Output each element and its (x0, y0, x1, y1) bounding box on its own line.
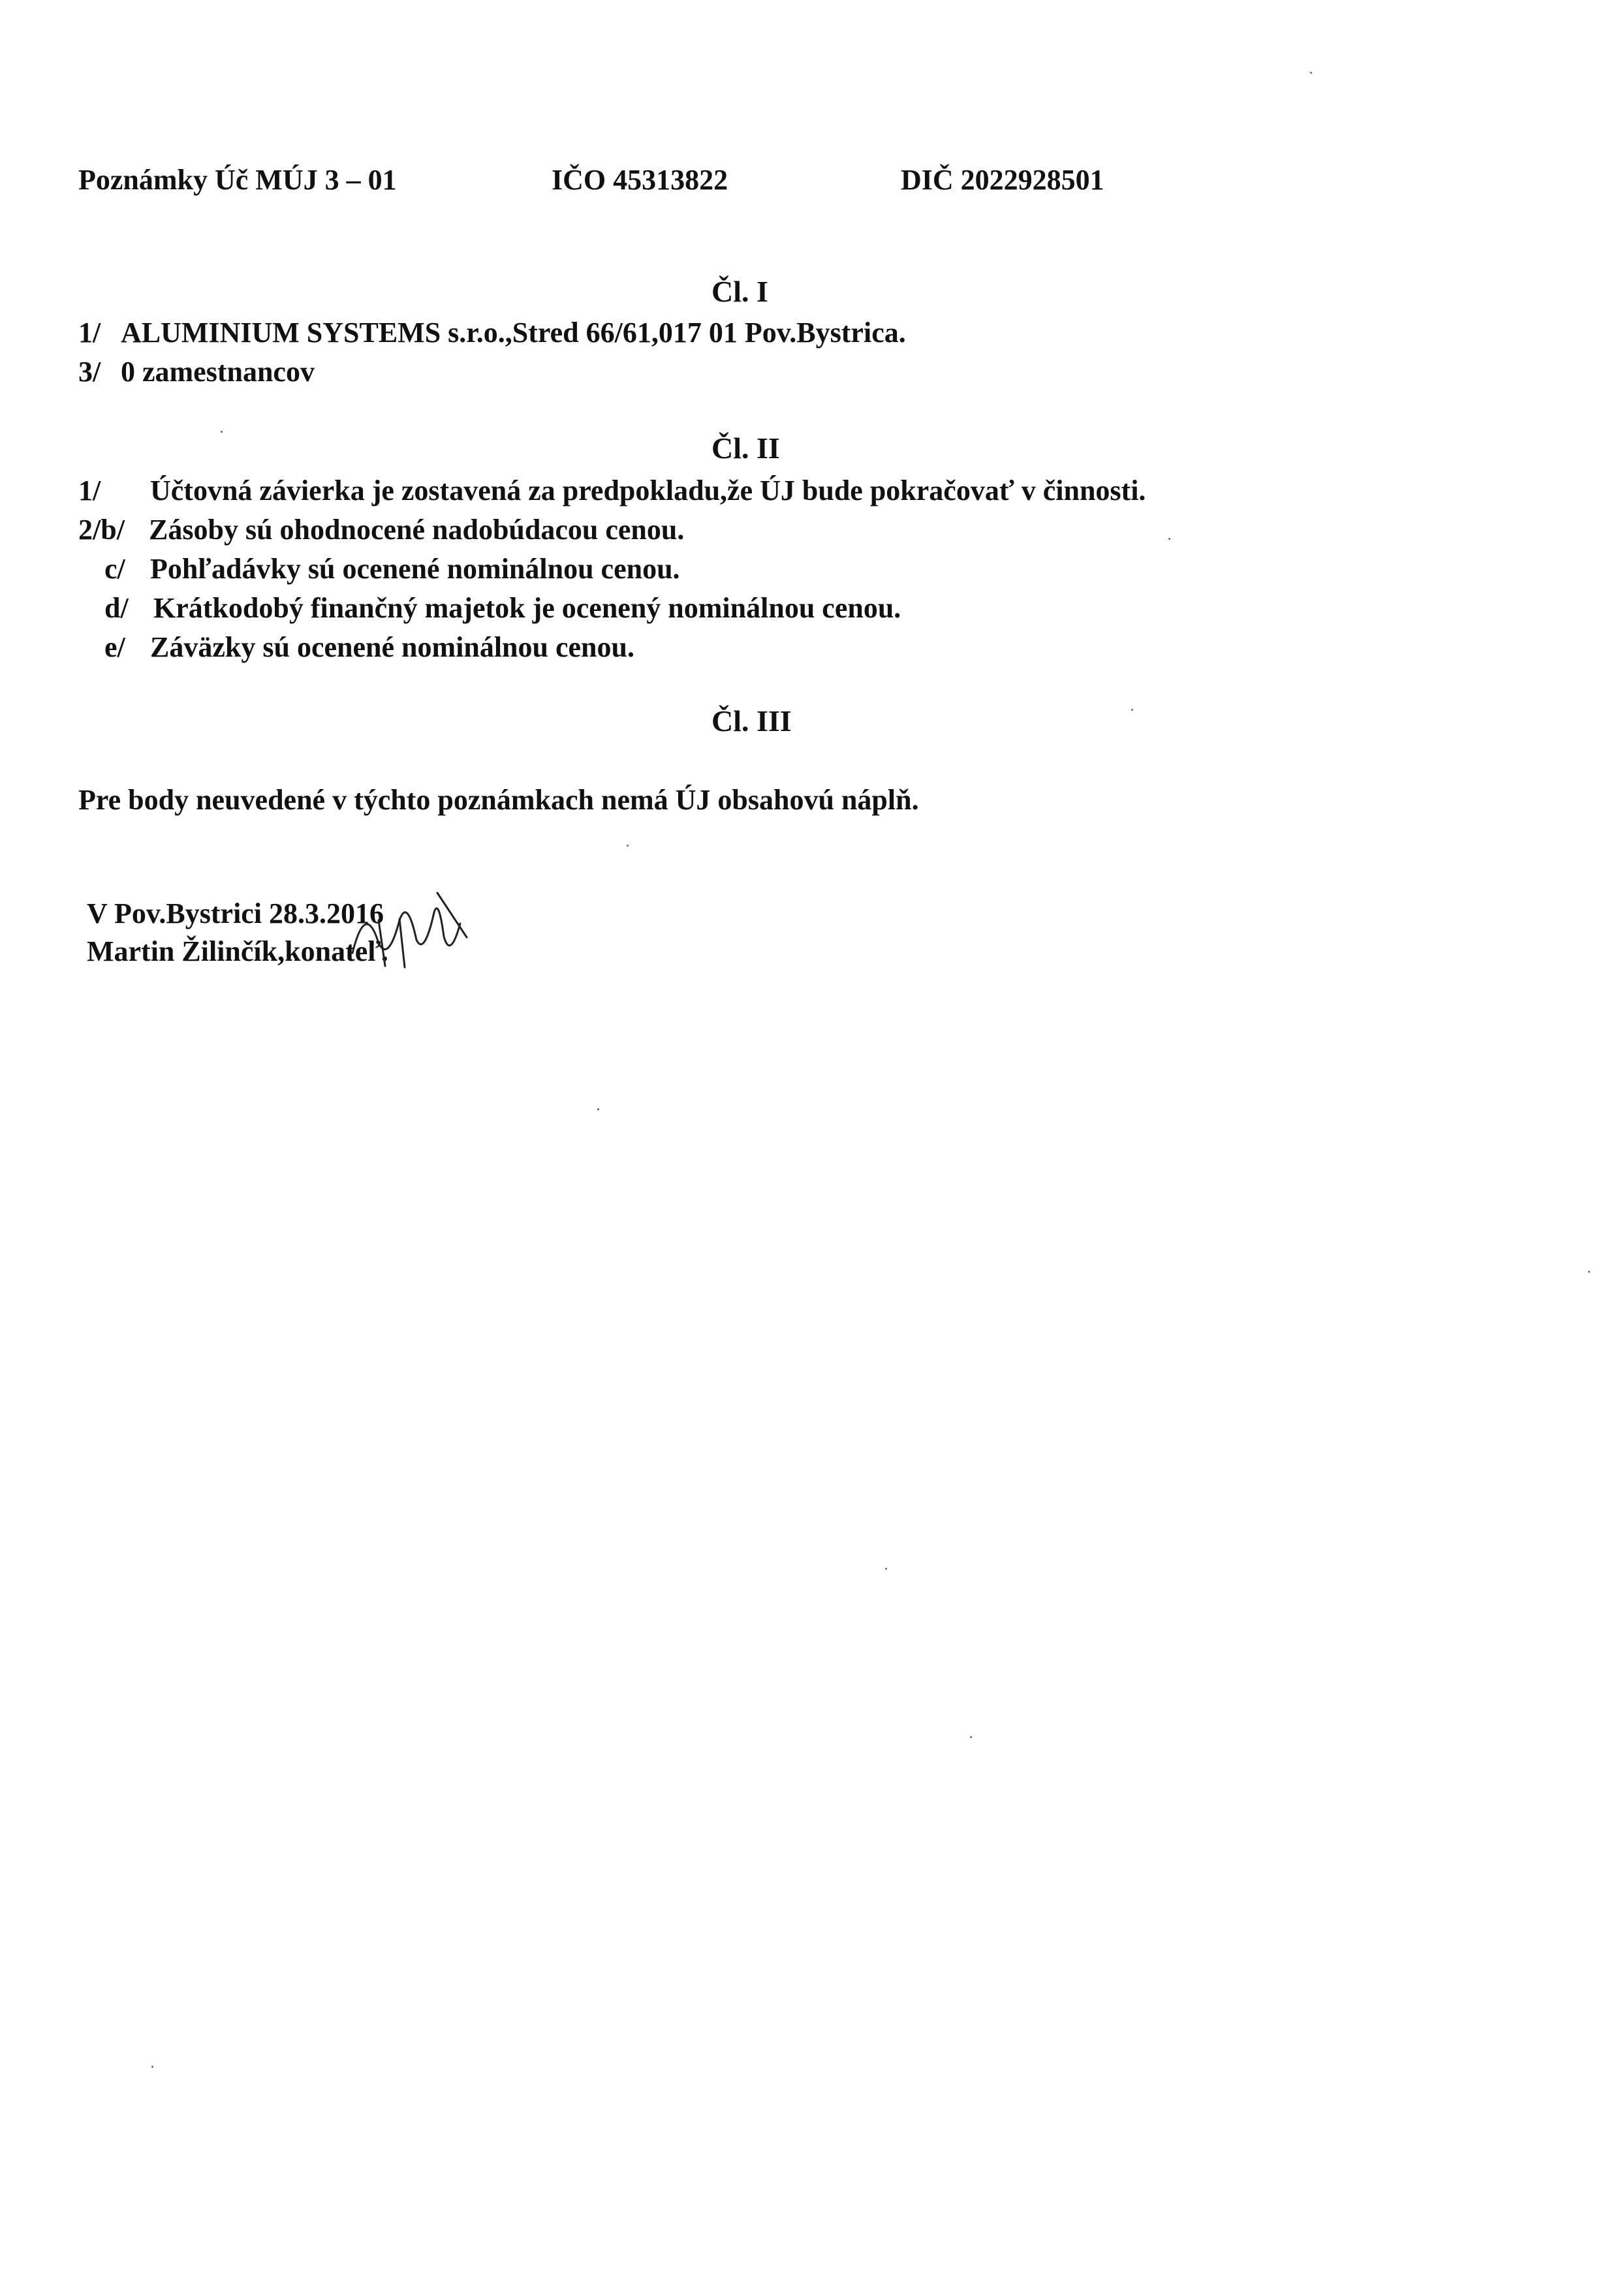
section-1-title: Čl. I (711, 275, 768, 308)
section-3-title: Čl. III (711, 704, 792, 738)
dic-number: DIČ 2022928501 (901, 164, 1104, 196)
section-2-item-4-text: Krátkodobý finančný majetok je ocenený nominálnou cenou. (153, 592, 901, 624)
section-1-item-2-text: 0 zamestnancov (121, 356, 315, 388)
handwritten-signature (339, 875, 470, 973)
section-1-item-1-number: 1/ (78, 317, 101, 349)
ico-number: IČO 45313822 (552, 164, 728, 196)
scan-speck (885, 1568, 887, 1570)
section-1-item-1-text: ALUMINIUM SYSTEMS s.r.o.,Stred 66/61,017 01 Pov.Bystrica. (121, 317, 906, 349)
section-2-item-1-text: Účtovná závierka je zostavená za predpokladu,že ÚJ bude pokračovať v činnosti. (150, 475, 1146, 506)
section-1-item-2-number: 3/ (78, 356, 101, 388)
section-2-item-2-number: 2/b/ (78, 514, 125, 546)
scan-speck (597, 1108, 599, 1110)
section-2-item-5-text: Záväzky sú ocenené nominálnou cenou. (150, 631, 634, 663)
section-3-text: Pre body neuvedené v týchto poznámkach nemá ÚJ obsahovú náplň. (78, 784, 919, 816)
scan-speck (970, 1736, 972, 1738)
section-2-item-5-number: e/ (104, 631, 125, 663)
section-2-item-2-text: Zásoby sú ohodnocené nadobúdacou cenou. (149, 514, 685, 546)
section-2-title: Čl. II (711, 431, 780, 465)
section-2-item-1-number: 1/ (78, 475, 101, 506)
scan-speck (151, 2066, 153, 2068)
section-2-item-3-text: Pohľadávky sú ocenené nominálnou cenou. (150, 553, 680, 585)
notes-header: Poznámky Úč MÚJ 3 – 01 (78, 164, 397, 196)
scan-speck (1168, 538, 1170, 540)
scan-speck (627, 845, 629, 847)
scan-speck (1588, 1271, 1590, 1273)
place-and-date: V Pov.Bystrici 28.3.2016 (87, 897, 384, 929)
scan-speck (221, 431, 223, 433)
section-2-item-3-number: c/ (104, 553, 125, 585)
signatory-name: Martin Žilinčík,konateľ. (87, 935, 388, 967)
scan-speck (1310, 72, 1312, 74)
section-2-item-4-number: d/ (104, 592, 129, 624)
scan-speck (1131, 709, 1133, 711)
